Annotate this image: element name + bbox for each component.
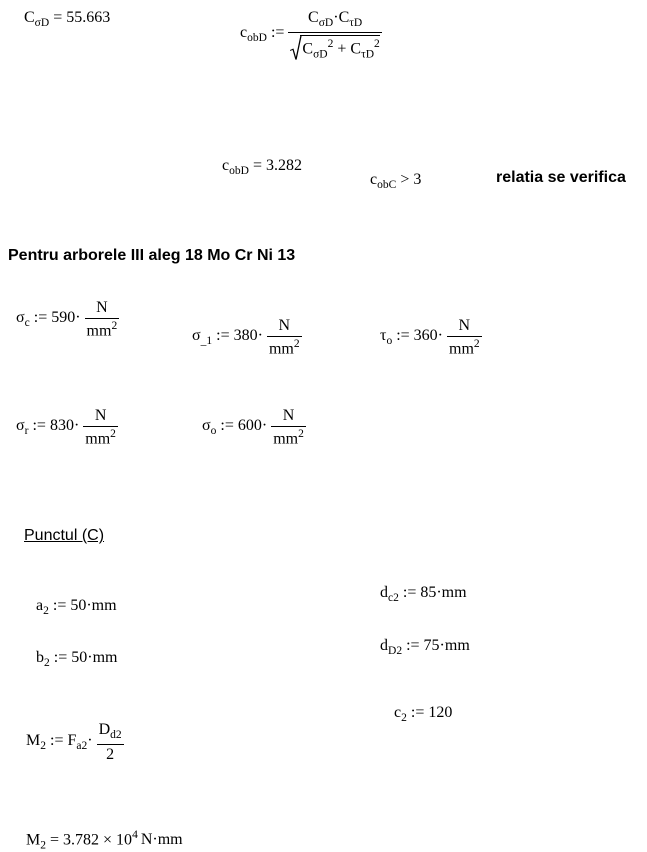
sigma-c-symbol: σ	[16, 308, 25, 326]
tau-o-relation: :=	[392, 326, 414, 344]
sigma-o-unit-den: mm	[273, 430, 299, 448]
sigma-m1-unit	[267, 318, 302, 357]
sigma-r-relation: :=	[28, 416, 50, 434]
m2-res-symbol: M	[26, 831, 41, 849]
m2-force-symbol: F	[67, 731, 77, 749]
sigma-m1-value: 380·	[233, 326, 263, 344]
verify-text: relatia se verifica	[496, 169, 626, 186]
cobd-res-value: 3.282	[265, 157, 302, 174]
den-c-sigma-sup: 2	[327, 37, 334, 50]
c2-value: 120	[428, 704, 453, 721]
sigma-m1-symbol: σ	[192, 326, 201, 344]
cobd-numerator	[288, 10, 381, 33]
sigma-c-unit	[85, 300, 120, 339]
tau-o-subscript: o	[386, 334, 393, 347]
m2-res-exponent: 4	[132, 829, 138, 841]
csd-symbol: C	[24, 9, 35, 26]
dd2-definition	[380, 638, 470, 658]
cobd-res-symbol: c	[222, 157, 230, 174]
b2-definition	[36, 650, 117, 670]
sigma-c-subscript: c	[24, 316, 30, 329]
num-dot: ·	[333, 9, 339, 26]
tau-o-unit	[447, 318, 482, 357]
m2-dot: ·	[87, 731, 93, 749]
sigma-o-definition	[202, 408, 306, 447]
cobd-fraction	[288, 10, 381, 60]
num-c-sigma: C	[308, 9, 319, 26]
m2-fraction	[97, 722, 124, 763]
num-c-tau: C	[338, 9, 350, 26]
csd-value: 55.663	[66, 9, 111, 26]
sigma-c-value: 590·	[51, 308, 81, 326]
sigma-m1-relation: :=	[212, 326, 234, 344]
den-c-tau-sup: 2	[374, 37, 380, 50]
den-c-tau: C	[350, 39, 362, 57]
dc2-definition	[380, 585, 467, 605]
b2-relation: :=	[49, 649, 72, 666]
sigma-r-symbol: σ	[16, 416, 25, 434]
den-c-tau-sub: τD	[361, 47, 375, 60]
m2-den: 2	[106, 745, 115, 763]
dd2-symbol: d	[380, 637, 388, 654]
m2-result	[26, 830, 183, 852]
sigma-m1-unit-sup: 2	[293, 338, 300, 350]
dd2-subscript: D2	[388, 645, 403, 658]
tau-o-value: 360·	[413, 326, 443, 344]
b2-value: 50·mm	[71, 649, 118, 666]
b2-subscript: 2	[44, 657, 50, 670]
cobc-value: 3	[413, 171, 422, 188]
sigma-minus1-definition	[192, 318, 302, 357]
sigma-r-definition	[16, 408, 118, 447]
a2-symbol: a	[36, 597, 44, 614]
csd-relation: =	[49, 9, 67, 26]
sqrt-radical	[290, 35, 379, 61]
m2-num-symbol: D	[98, 721, 111, 738]
sigma-r-subscript: r	[24, 424, 29, 437]
dd2-value: 75·mm	[423, 637, 470, 654]
num-c-tau-sub: τD	[349, 17, 363, 30]
cobc-subscript: obC	[377, 179, 397, 192]
sigma-m1-subscript: _1	[200, 334, 213, 347]
cobc-symbol: c	[370, 171, 378, 188]
cobd-denominator	[288, 33, 381, 61]
m2-res-value: 3.782 × 10	[63, 831, 133, 849]
cobc-condition	[370, 172, 421, 192]
sigma-c-relation: :=	[29, 308, 52, 326]
tau-o-definition	[380, 318, 482, 357]
m2-definition	[26, 722, 124, 763]
c2-definition	[394, 705, 452, 725]
dc2-subscript: c2	[388, 592, 399, 605]
csd-result	[24, 10, 110, 30]
cobd-res-relation: =	[248, 157, 266, 174]
m2-num-subscript: d2	[110, 729, 122, 742]
sigma-m1-unit-den: mm	[268, 340, 294, 358]
cobd-def-symbol: c	[240, 24, 248, 42]
sigma-c-unit-den: mm	[86, 322, 112, 340]
tau-o-unit-sup: 2	[473, 338, 480, 350]
den-c-sigma: C	[302, 39, 314, 57]
m2-res-relation: =	[46, 831, 64, 849]
dc2-relation: :=	[398, 584, 421, 601]
sigma-o-subscript: o	[210, 424, 217, 437]
sigma-r-unit	[83, 408, 118, 447]
a2-subscript: 2	[43, 605, 49, 618]
cobd-res-subscript: obD	[229, 165, 249, 178]
m2-res-subscript: 2	[40, 839, 46, 852]
sigma-o-value: 600·	[237, 416, 268, 434]
csd-subscript: σD	[34, 17, 50, 30]
m2-def-relation: :=	[46, 731, 68, 749]
c2-relation: :=	[406, 704, 429, 721]
sqrt-icon	[290, 35, 302, 61]
sigma-o-relation: :=	[216, 416, 238, 434]
sigma-o-unit	[271, 408, 306, 447]
m2-force-subscript: a2	[76, 739, 88, 752]
den-plus: +	[333, 39, 351, 57]
sigma-c-unit-num: N	[85, 300, 120, 319]
cobd-def-relation: :=	[266, 24, 285, 42]
m2-def-subscript: 2	[40, 739, 46, 752]
m2-def-symbol: M	[26, 731, 41, 749]
material-heading: Pentru arborele III aleg 18 Mo Cr Ni 13	[8, 247, 296, 264]
b2-symbol: b	[36, 649, 44, 666]
sigma-o-unit-sup: 2	[298, 428, 304, 440]
c2-symbol: c	[394, 704, 402, 721]
sigma-r-unit-sup: 2	[110, 428, 116, 440]
sigma-m1-unit-num: N	[267, 318, 302, 337]
cobc-relation: >	[396, 171, 414, 188]
c2-subscript: 2	[401, 712, 407, 725]
cobd-definition	[240, 10, 382, 60]
cobd-result	[222, 158, 302, 178]
dc2-value: 85·mm	[420, 584, 467, 601]
a2-relation: :=	[48, 597, 71, 614]
sigma-r-unit-num: N	[83, 408, 118, 427]
sigma-c-unit-sup: 2	[111, 320, 118, 332]
section-title: Punctul (C)	[24, 527, 105, 544]
den-c-sigma-sub: σD	[313, 47, 328, 60]
tau-o-unit-num: N	[447, 318, 482, 337]
sigma-o-unit-num: N	[271, 408, 306, 427]
tau-o-symbol: τ	[380, 326, 387, 344]
dd2-relation: :=	[402, 637, 424, 654]
sigma-r-value: 830·	[49, 416, 80, 434]
dc2-symbol: d	[380, 584, 388, 601]
m2-res-unit: N·mm	[140, 831, 183, 849]
sigma-o-symbol: σ	[202, 416, 211, 434]
a2-definition	[36, 598, 117, 618]
tau-o-unit-den: mm	[449, 340, 474, 358]
sigma-c-definition	[16, 300, 119, 339]
a2-value: 50·mm	[70, 597, 117, 614]
num-c-sigma-sub: σD	[318, 17, 334, 30]
cobd-def-subscript: obD	[247, 32, 267, 45]
sigma-r-unit-den: mm	[85, 430, 111, 448]
